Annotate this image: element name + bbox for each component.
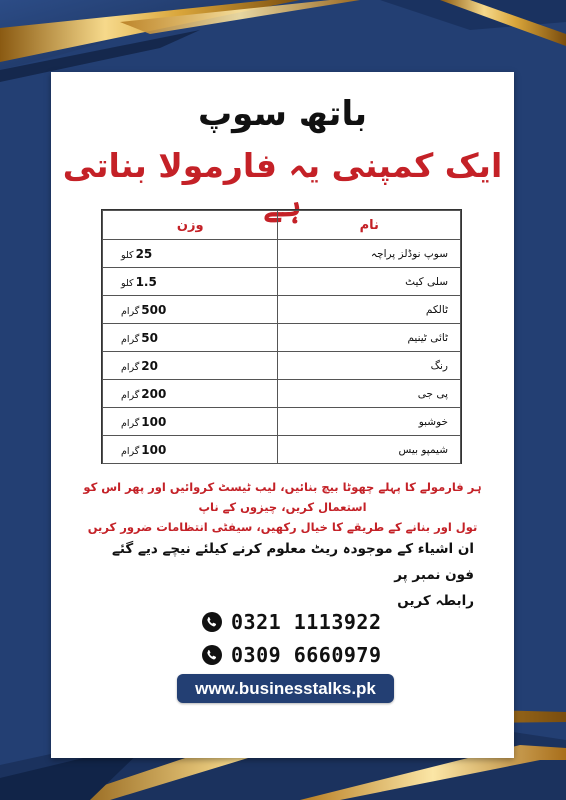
ingredient-weight <box>103 240 278 268</box>
weight-unit: گرام <box>121 445 140 457</box>
weight-unit: گرام <box>121 305 140 317</box>
weight-value: 20 <box>141 358 158 373</box>
table-row <box>103 296 461 324</box>
weight-unit: گرام <box>121 333 140 345</box>
weight-unit: کلو <box>121 249 134 261</box>
ingredient-weight <box>103 296 278 324</box>
page-title: باتھ سوپ <box>198 94 367 134</box>
table-row <box>103 436 461 464</box>
safety-note-line-2: تول اور بنانے کے طریقے کا خیال رکھیں، سیفٹی انتظامات ضرور کریں <box>87 520 478 534</box>
phone-list <box>202 607 402 673</box>
weight-value: 500 <box>141 302 167 317</box>
weight-unit: گرام <box>121 389 140 401</box>
safety-note <box>67 477 498 537</box>
whatsapp-icon <box>202 612 222 632</box>
phone-entry[interactable] <box>202 607 402 637</box>
formula-table <box>101 209 462 464</box>
safety-note-line-1: ہر فارمولے کا پہلے چھوٹا بیچ بنائیں، لیب ٹیسٹ کروائیں اور پھر اس کو استعمال کریں، چیزوں کے ناپ <box>83 480 482 514</box>
weight-value: 100 <box>141 414 167 429</box>
contact-info-line-2: رابطہ کریں <box>397 593 474 609</box>
column-header-name: نام <box>278 211 461 240</box>
table-row <box>103 268 461 296</box>
table-row <box>103 324 461 352</box>
weight-value: 200 <box>141 386 167 401</box>
content-card <box>51 72 514 758</box>
ingredient-name: سلی کیٹ <box>278 268 461 296</box>
contact-info <box>91 536 474 614</box>
phone-entry[interactable] <box>202 640 402 670</box>
column-header-weight: وزن <box>103 211 278 240</box>
weight-unit: گرام <box>121 361 140 373</box>
ingredient-weight <box>103 436 278 464</box>
table-header-row <box>103 211 461 240</box>
whatsapp-icon <box>202 645 222 665</box>
ingredient-name: سوپ نوڈلز پراچہ <box>278 240 461 268</box>
ingredient-weight <box>103 408 278 436</box>
contact-info-line-1: ان اشیاء کے موجودہ ریٹ معلوم کرنے کیلئے نیچے دیے گئے فون نمبر پر <box>111 541 474 583</box>
ingredient-weight <box>103 324 278 352</box>
ingredient-name: ٹالکم <box>278 296 461 324</box>
ingredient-name: ٹائی ٹینیم <box>278 324 461 352</box>
weight-value: 1.5 <box>135 274 157 289</box>
weight-unit: گرام <box>121 417 140 429</box>
page-subtitle: ایک کمپنی یہ فارمولا بناتی ہے <box>62 146 503 224</box>
phone-number: 0309 6660979 <box>231 643 382 667</box>
ingredient-name: رنگ <box>278 352 461 380</box>
weight-value: 100 <box>141 442 167 457</box>
ingredient-name: پی جی <box>278 380 461 408</box>
ingredient-weight <box>103 268 278 296</box>
weight-unit: کلو <box>121 277 134 289</box>
ingredient-weight <box>103 352 278 380</box>
table-row <box>103 240 461 268</box>
ingredient-weight <box>103 380 278 408</box>
ingredient-name: شیمپو بیس <box>278 436 461 464</box>
table-row <box>103 380 461 408</box>
weight-value: 50 <box>141 330 158 345</box>
table-row <box>103 352 461 380</box>
weight-value: 25 <box>135 246 153 261</box>
ingredient-name: خوشبو <box>278 408 461 436</box>
phone-number: 0321 1113922 <box>231 610 382 634</box>
website-link[interactable]: www.businesstalks.pk <box>177 674 394 703</box>
table-row <box>103 408 461 436</box>
